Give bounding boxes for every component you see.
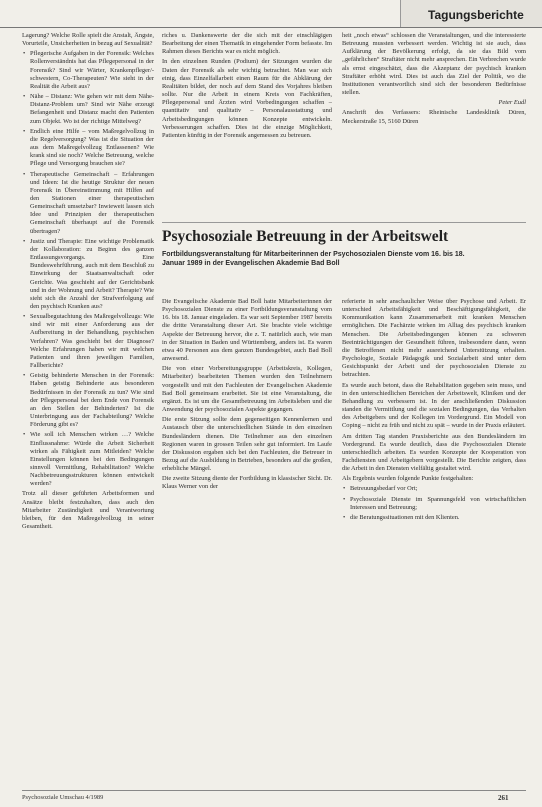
paragraph: Am dritten Tag standen Praxisberichte aus den Bundesländern im Vordergrund. Es wurde deutlich, dass die Psychosozialen Dienste unterschiedlich arbeiten. Es wurden Konzepte der Kooperation von Fachdiensten und Arbeitgebern vorgestellt. Die Berichte zeigten, dass die Arbeit in den Diensten vielfältig gestaltet wird.	[342, 432, 526, 473]
bullet-item: • Psychosoziale Dienste im Spannungsfeld von wirtschaftlichen Interessen und Betreuung;	[342, 496, 526, 512]
article-title: Psychosoziale Betreuung in der Arbeitswelt	[162, 228, 449, 245]
paragraph: Als Ergebnis wurden folgende Punkte festgehalten:	[342, 475, 474, 483]
bullet-item: • Pflegerische Aufgaben in der Forensik: Welches Rollenverständnis hat das Pflegepersonal in der Forensik? Sind wir Wärter, Krankenpfleger/-schwestern, Co-Therapeuten? Wie sieht in der Realität die Arbeit aus?	[22, 50, 154, 91]
bullet-item: • Therapeutische Gemeinschaft – Erfahrungen und Ideen: Ist die heutige Struktur der neuen Forensik in Übereinstimmung mit Hilfen auf den Stationen einer therapeutischen Gemeinschaft umsetzbar? Inwieweit lassen sich Idee und Prinzipien der therapeutischen Gemeinschaft überhaupt auf die Forensik übertragen?	[22, 171, 154, 236]
article-divider	[162, 222, 526, 223]
column-4	[162, 298, 332, 780]
bullet-item: • Geistig behinderte Menschen in der Forensik: Haben geistig Behinderte aus besonderen Bedürfnissen in der Forensik zu tun? Wie sind der Pflegepersonal bei dem Ende von Forensik an den Stellen der Behinderten? Ist die Unterbringung aus der Fachabteilung? Welche Förderung gibt es?	[22, 372, 154, 429]
paragraph: In den einzelnen Runden (Podium) der Sitzungen wurden die Daten der Forensik als sehr wichtig betrachtet. Man war sich einig, dass Einzelfallarbeit einen Raum für die Abklärung der Realitäten bildet, der noch auf dem Stand des Vorjahres bleiben sollte. Nur die Arbeit in einem Kreis von Fachkräften, Pflegepersonal und Ärzten wird Vorbedingungen schaffen – quantitativ und qualitativ – Personalausstattung und Arbeitsbedingungen können Konzepte entwickeln. Verbesserungen schaffen. Dies ist die einzige Möglichkeit, Patienten künftig in der Forensik angemessen zu betreuen.	[162, 58, 332, 139]
footer-journal: Psychosoziale Umschau 4/1989	[22, 794, 104, 801]
paragraph: Trotz all dieser geführten Arbeitsformen und Ansätze bleibt festzuhalten, dass auch den Mitarbeiter Zuständigkeit und Verantwortung bleiben, für den Maßregelvollzug in seiner Gesamtheit.	[22, 490, 154, 531]
bullet-item: • Sexualbegutachtung des Maßregelvollzugs: Wie sind wir mit einer Anforderung aus der Aufbereitung in der Behandlung, psychischen Verfahren? Was geschieht bei der Diagnose? Welche Erfahrungen haben wir mit welchen Patienten und ihren jeweiligen Familien, Fallberichte?	[22, 313, 154, 370]
bullet-item: • Wie soll ich Menschen wirken …? Welche Einflussnahme: Würde die Arbeit Sicherheit wirken als Fähigkeit zum Mitleiden? Welche Einstellungen können bei den Bedingungen sinnvoll Vermittlung, Rehabilitation? Welche Nachbetreuungsstrukturen können entwickelt werden?	[22, 431, 154, 488]
bullet-item: • Justiz und Therapie: Eine wichtige Problematik der Kollaboration: zu Beginn des ganzen Entlassungsvorgangs. Eine Bundeswehrführung, auch mit dem Beschluß zu Einwirkung der Staatsanwaltschaft oder Gerichte. Was geschieht auf der Gerichtsbank und in der Wohnung und Arbeit? Therapie? Wie sieht sich die Anzahl der Strafverfolgung auf den psychisch Kranken aus?	[22, 238, 154, 311]
paragraph: Anschrift des Verfassers: Rheinische Landesklinik Düren, Meckerstraße 15, 5160 Düren	[342, 109, 526, 125]
paragraph: Die erste Sitzung sollte dem gegenseitigen Kennenlernen und Austausch über die unterschiedlichen Stände in den einzelnen Bundesländern dienen. Die Teilnehmer aus den einzelnen Regionen waren in grossen Teilen sehr gut informiert. Im Laufe der Diskussion ergaben sich bei den Fachleuten, die Betreuer in Bezug auf die Ausbildung in Betrieben, besonders auf die großen, erhebliche Mängel.	[162, 416, 332, 473]
header-rule	[0, 27, 542, 28]
paragraph: referierte in sehr anschaulicher Weise über Psychose und Arbeit. Er unterschied Arbeitsfähigkeit und Beschäftigungsfähigkeit, die Kommunikation kann Zusammenarbeit mit kranken Menschen ermöglichen. Die Fachärzte wirken im Alltag des psychisch kranken Menschen. Die Arbeitsbedingungen können zu schweren Beeinträchtigungen der Gesundheit führen, insbesondere dann, wenn die Betroffenen nicht mehr ausreichend Unterstützung erhalten. Psychologie, Soziale Pädagogik und Sozialarbeit sind unter dem Gesichtspunkt der Arbeit und der psychosozialen Dienste zu betrachten.	[342, 298, 526, 379]
paragraph: riches u. Dankenswerte der die sich mit der einschlägigen Bearbeitung der einen Thematik in eingehender Form befasste. Im Rahmen dieses Berichts war es nicht möglich.	[162, 32, 332, 56]
paragraph: Lagerung? Welche Rolle spielt die Anstalt, Ängste, Vorurteile, Unsicherheiten in bezug auf Sexualität?	[22, 32, 154, 48]
bullet-item: • Endlich eine Hilfe – vom Maßregelvollzug in die Regelversorgung? Was ist die Situation der aus dem Maßregelvollzug Entlassenen? Wie krank sind sie noch? Welche Betreuung, welche Pflege und Versorgung brauchen sie?	[22, 128, 154, 169]
paragraph: Die zweite Sitzung diente der Fortbildung in klassischer Sicht. Dr. Klaus Werner von der	[162, 475, 332, 491]
paragraph: Es wurde auch betont, dass die Rehabilitation gegeben sein muss, und in den unterschiedlichen Bereichen der Arbeitswelt, Kliniken und der Behandlung zu verbessern ist. In der anschließenden Diskussion standen die Vermittlung und die sozialen Bedingungen, das Verhalten des Arbeitgebers und der Kollegen im Vordergrund. Ein Modell von Coping – nicht zu früh und nicht zu spät – wurde in der Praxis erläutert.	[342, 381, 526, 430]
bullet-item: • die Beratungssituationen mit den Klienten.	[342, 514, 526, 522]
paragraph: Die von einer Vorbereitungsgruppe (Arbeitskreis, Kollegen, Mitarbeiter) bearbeiteten Themen wurden den Teilnehmern vorgestellt und mit den Fachleuten der Evangelischen Akademie Bad Boll gemeinsam erarbeitet. Sie ist eine Veranstaltung, die ergänzt. Es ist um die Gesamtbetreuung im Arbeitsleben und die Anwendung der psychosozialen Aspekte gegangen.	[162, 365, 332, 414]
footer-rule	[22, 790, 526, 791]
section-title: Tagungsberichte	[428, 8, 524, 22]
bullet-item: • Nähe – Distanz: Wie gehen wir mit dem Nähe-Distanz-Problem um? Sind wir Nähe erzeugt Befangenheit und Distanz macht den Patienten zum Objekt. Wo ist der richtige Mittelweg?	[22, 93, 154, 126]
column-5	[342, 298, 526, 780]
column-3	[342, 32, 526, 222]
page-number: 261	[498, 794, 509, 802]
paragraph: Die Evangelische Akademie Bad Boll hatte Mitarbeiterinnen der Psychosozialen Dienste zu einer Fortbildungsveranstaltung vom 16. bis 18. Januar eingeladen. Es war seit September 1987 bereits die dritte Veranstaltung dieser Art. Sie brachte viele wichtige Aspekte der Betreuung hervor, die z. T. natürlich auch, wie man in der Situation in Baden und Württemberg, anders ist. Es waren etwa 40 Personen aus dem ganzen Bundesgebiet, auch Bad Boll anwesend.	[162, 298, 332, 363]
article-subtitle: Fortbildungsveranstaltung für Mitarbeiterinnen der Psychosozialen Dienste vom 16. bis 18. Januar 1989 in der Evangelischen Akademie Bad Boll	[162, 251, 465, 267]
column-1	[22, 32, 154, 779]
author-signature: Peter Eudl	[498, 99, 526, 107]
bullet-item: • Betreuungsbedarf vor Ort;	[342, 485, 526, 493]
column-2	[162, 32, 332, 177]
paragraph: heit „noch etwas“ schlossen die Veranstaltungen, und die interessierte Betreuung mussten verbessert werden. Wichtig ist sie auch, dass Aufklärung der Bevölkerung erfolgt, da sie das Bild vom „gefährlichen“ Straftäter nicht mehr ansprechen. Ein Verbrechen wurde als ernst eingeschätzt, dass die Akzeptanz der psychisch kranken Straftäter erhöht wird. Dies ist auch das Ziel der Politik, wo die Institutionen verantwortlich sind sich der besonderen Bedürfnisse stellen.	[342, 32, 526, 97]
